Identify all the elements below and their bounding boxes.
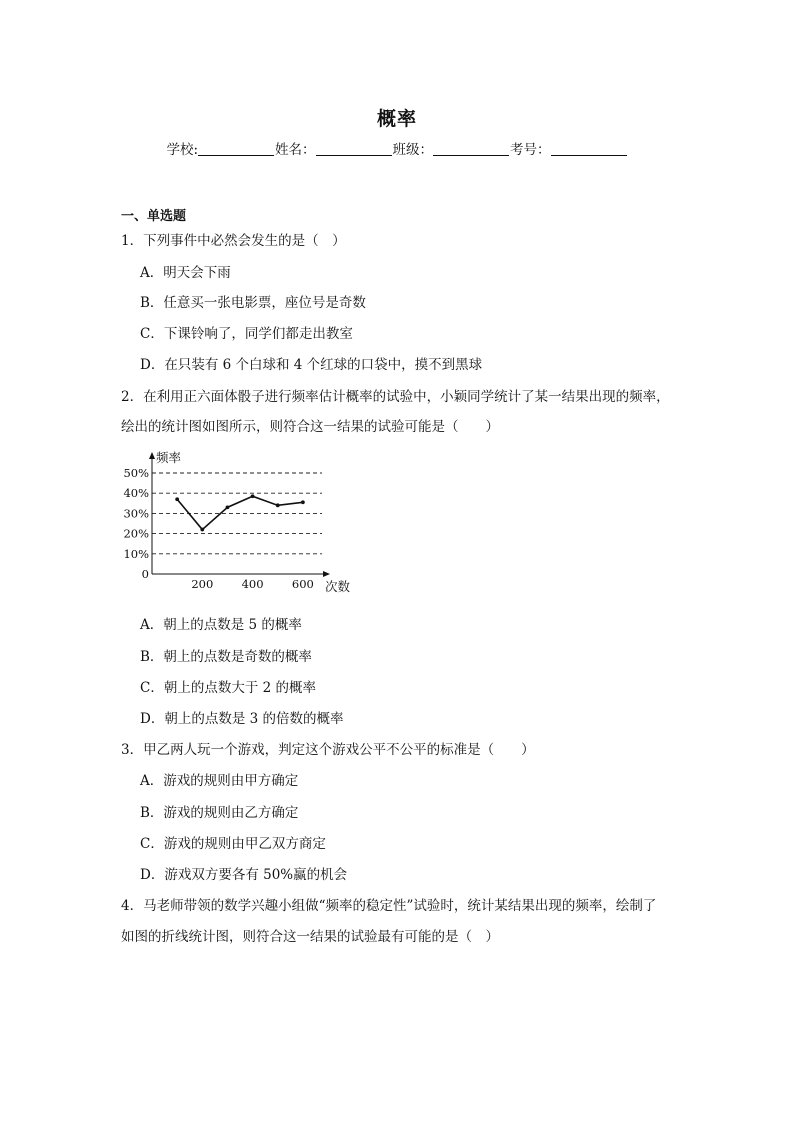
- data-point: [301, 500, 305, 504]
- class-label: 班级：: [392, 142, 434, 158]
- x-axis-label: 次数: [325, 579, 351, 594]
- question-2-option-a[interactable]: A．朝上的点数是 5 的概率: [140, 617, 302, 633]
- question-4-stem-line-1: 4．马老师带领的数学兴趣小组做“频率的稳定性”试验时，统计某结果出现的频率，绘制了: [121, 898, 657, 914]
- question-3-option-c[interactable]: C．游戏的规则由甲乙双方商定: [140, 836, 326, 852]
- y-axis-label: 频率: [156, 450, 182, 465]
- school-label: 学校:: [166, 142, 199, 158]
- question-3-stem: 3．甲乙两人玩一个游戏，判定这个游戏公平不公平的标准是（ ）: [121, 742, 535, 758]
- data-point: [175, 497, 179, 501]
- data-point: [200, 528, 204, 532]
- y-tick-label: 50%: [123, 466, 149, 480]
- data-point: [251, 494, 255, 498]
- question-1-option-a[interactable]: A．明天会下雨: [140, 265, 231, 281]
- name-label: 姓名：: [275, 142, 316, 158]
- question-2-stem-line-2: 绘出的统计图如图所示，则符合这一结果的试验可能是（ ）: [121, 419, 499, 435]
- student-info: [0, 138, 794, 158]
- question-2-option-c[interactable]: C．朝上的点数大于 2 的概率: [140, 680, 317, 696]
- frequency-line-chart: [115, 447, 365, 597]
- y-tick-label: 20%: [123, 526, 149, 541]
- data-point: [226, 505, 230, 509]
- question-3-option-b[interactable]: B．游戏的规则由乙方确定: [140, 805, 299, 821]
- class-blank[interactable]: [433, 141, 509, 156]
- page-title: 概率: [376, 108, 417, 130]
- series-line: [177, 496, 303, 529]
- name-blank[interactable]: [316, 141, 392, 156]
- question-1-option-c[interactable]: C．下课铃响了，同学们都走出教室: [140, 326, 353, 342]
- y-tick-label: 30%: [123, 506, 149, 521]
- question-4-stem-line-2: 如图的折线统计图，则符合这一结果的试验最有可能的是（ ）: [121, 929, 499, 945]
- question-2-option-d[interactable]: D．朝上的点数是 3 的倍数的概率: [140, 711, 344, 727]
- x-tick-label: 600: [291, 577, 314, 591]
- question-2-option-b[interactable]: B．朝上的点数是奇数的概率: [140, 649, 312, 665]
- y-tick-label: 10%: [123, 546, 149, 561]
- question-3-option-a[interactable]: A．游戏的规则由甲方确定: [140, 773, 299, 789]
- question-3-option-d[interactable]: D．游戏双方要各有 50%赢的机会: [140, 867, 348, 883]
- x-axis-arrow: [323, 571, 330, 577]
- y-tick-label: 0: [141, 567, 149, 581]
- school-blank[interactable]: [198, 141, 274, 156]
- x-tick-label: 400: [241, 577, 264, 591]
- exam-number-label: 考号：: [510, 142, 551, 158]
- y-axis-arrow: [149, 452, 155, 459]
- x-tick-label: 200: [191, 577, 214, 591]
- y-tick-label: 40%: [123, 486, 149, 501]
- question-1-option-b[interactable]: B．任意买一张电影票，座位号是奇数: [140, 295, 366, 311]
- question-1-stem: 1．下列事件中必然会发生的是（ ）: [121, 233, 346, 249]
- data-point: [276, 503, 280, 507]
- section-title: 一、单选题: [121, 209, 187, 224]
- question-1-option-d[interactable]: D．在只装有 6 个白球和 4 个红球的口袋中，摸不到黑球: [140, 357, 483, 373]
- question-2-stem-line-1: 2．在利用正六面体骰子进行频率估计概率的试验中，小颖同学统计了某一结果出现的频率，: [121, 389, 670, 405]
- exam-number-blank[interactable]: [551, 141, 627, 156]
